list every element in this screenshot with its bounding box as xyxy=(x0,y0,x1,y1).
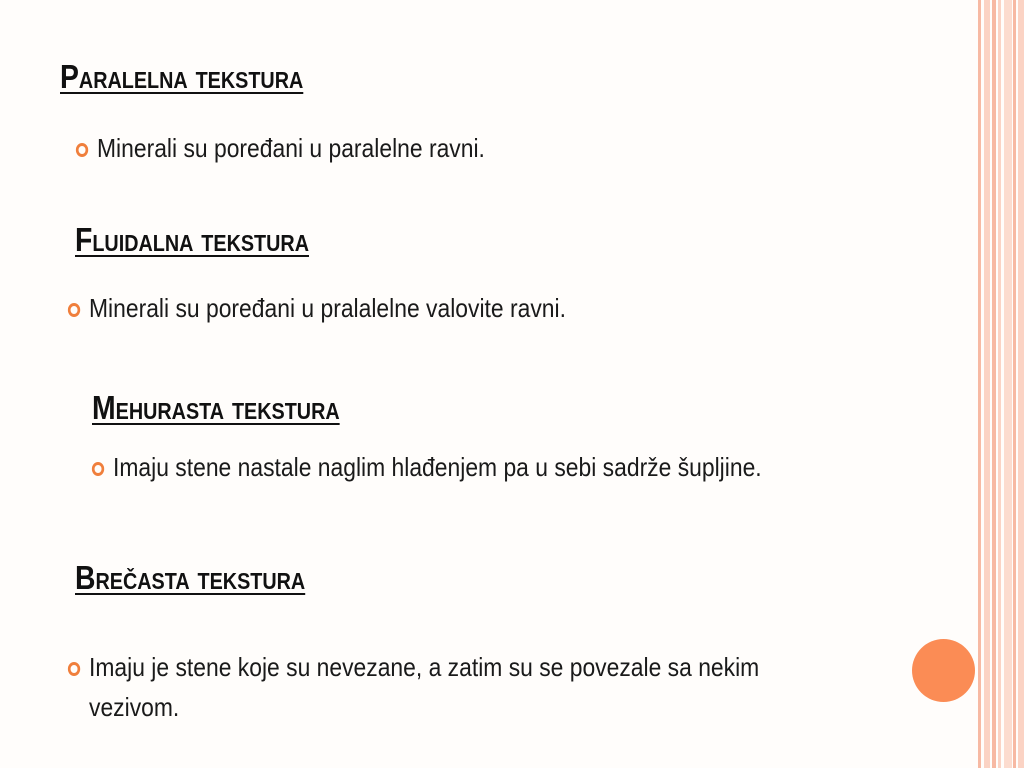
decorative-stripe xyxy=(992,0,996,768)
list-item xyxy=(89,288,723,328)
list-item-text: Imaju stene nastale naglim hlađenjem pa u sebi sadrže šupljine. xyxy=(113,452,762,482)
decorative-stripe xyxy=(1013,0,1016,768)
heading-brecasta: Brečasta tekstura xyxy=(75,559,306,596)
decorative-stripe xyxy=(978,0,981,768)
decorative-stripe xyxy=(984,0,990,768)
list-item-text: Minerali su poređani u paralelne ravni. xyxy=(97,133,485,163)
list-item-text: Minerali su poređani u pralalelne valovite ravni. xyxy=(89,293,566,323)
heading-fluidalna: Fluidalna tekstura xyxy=(75,221,310,258)
decorative-circle xyxy=(912,639,975,702)
bullet-ring-icon xyxy=(76,143,88,157)
decorative-stripe xyxy=(998,0,1001,768)
list-item xyxy=(113,447,808,487)
list-item xyxy=(89,647,846,727)
list-item xyxy=(97,128,731,168)
heading-paralelna: Paralelna tekstura xyxy=(60,58,304,95)
list-item-text: Imaju je stene koje su nevezane, a zatim su se povezale sa nekim vezivom. xyxy=(89,652,760,722)
decorative-stripe xyxy=(1004,0,1012,768)
bullet-ring-icon xyxy=(68,662,80,676)
heading-mehurasta: Mehurasta tekstura xyxy=(92,389,340,426)
bullet-ring-icon xyxy=(68,303,80,317)
decorative-stripe xyxy=(1018,0,1024,768)
bullet-ring-icon xyxy=(92,462,104,476)
